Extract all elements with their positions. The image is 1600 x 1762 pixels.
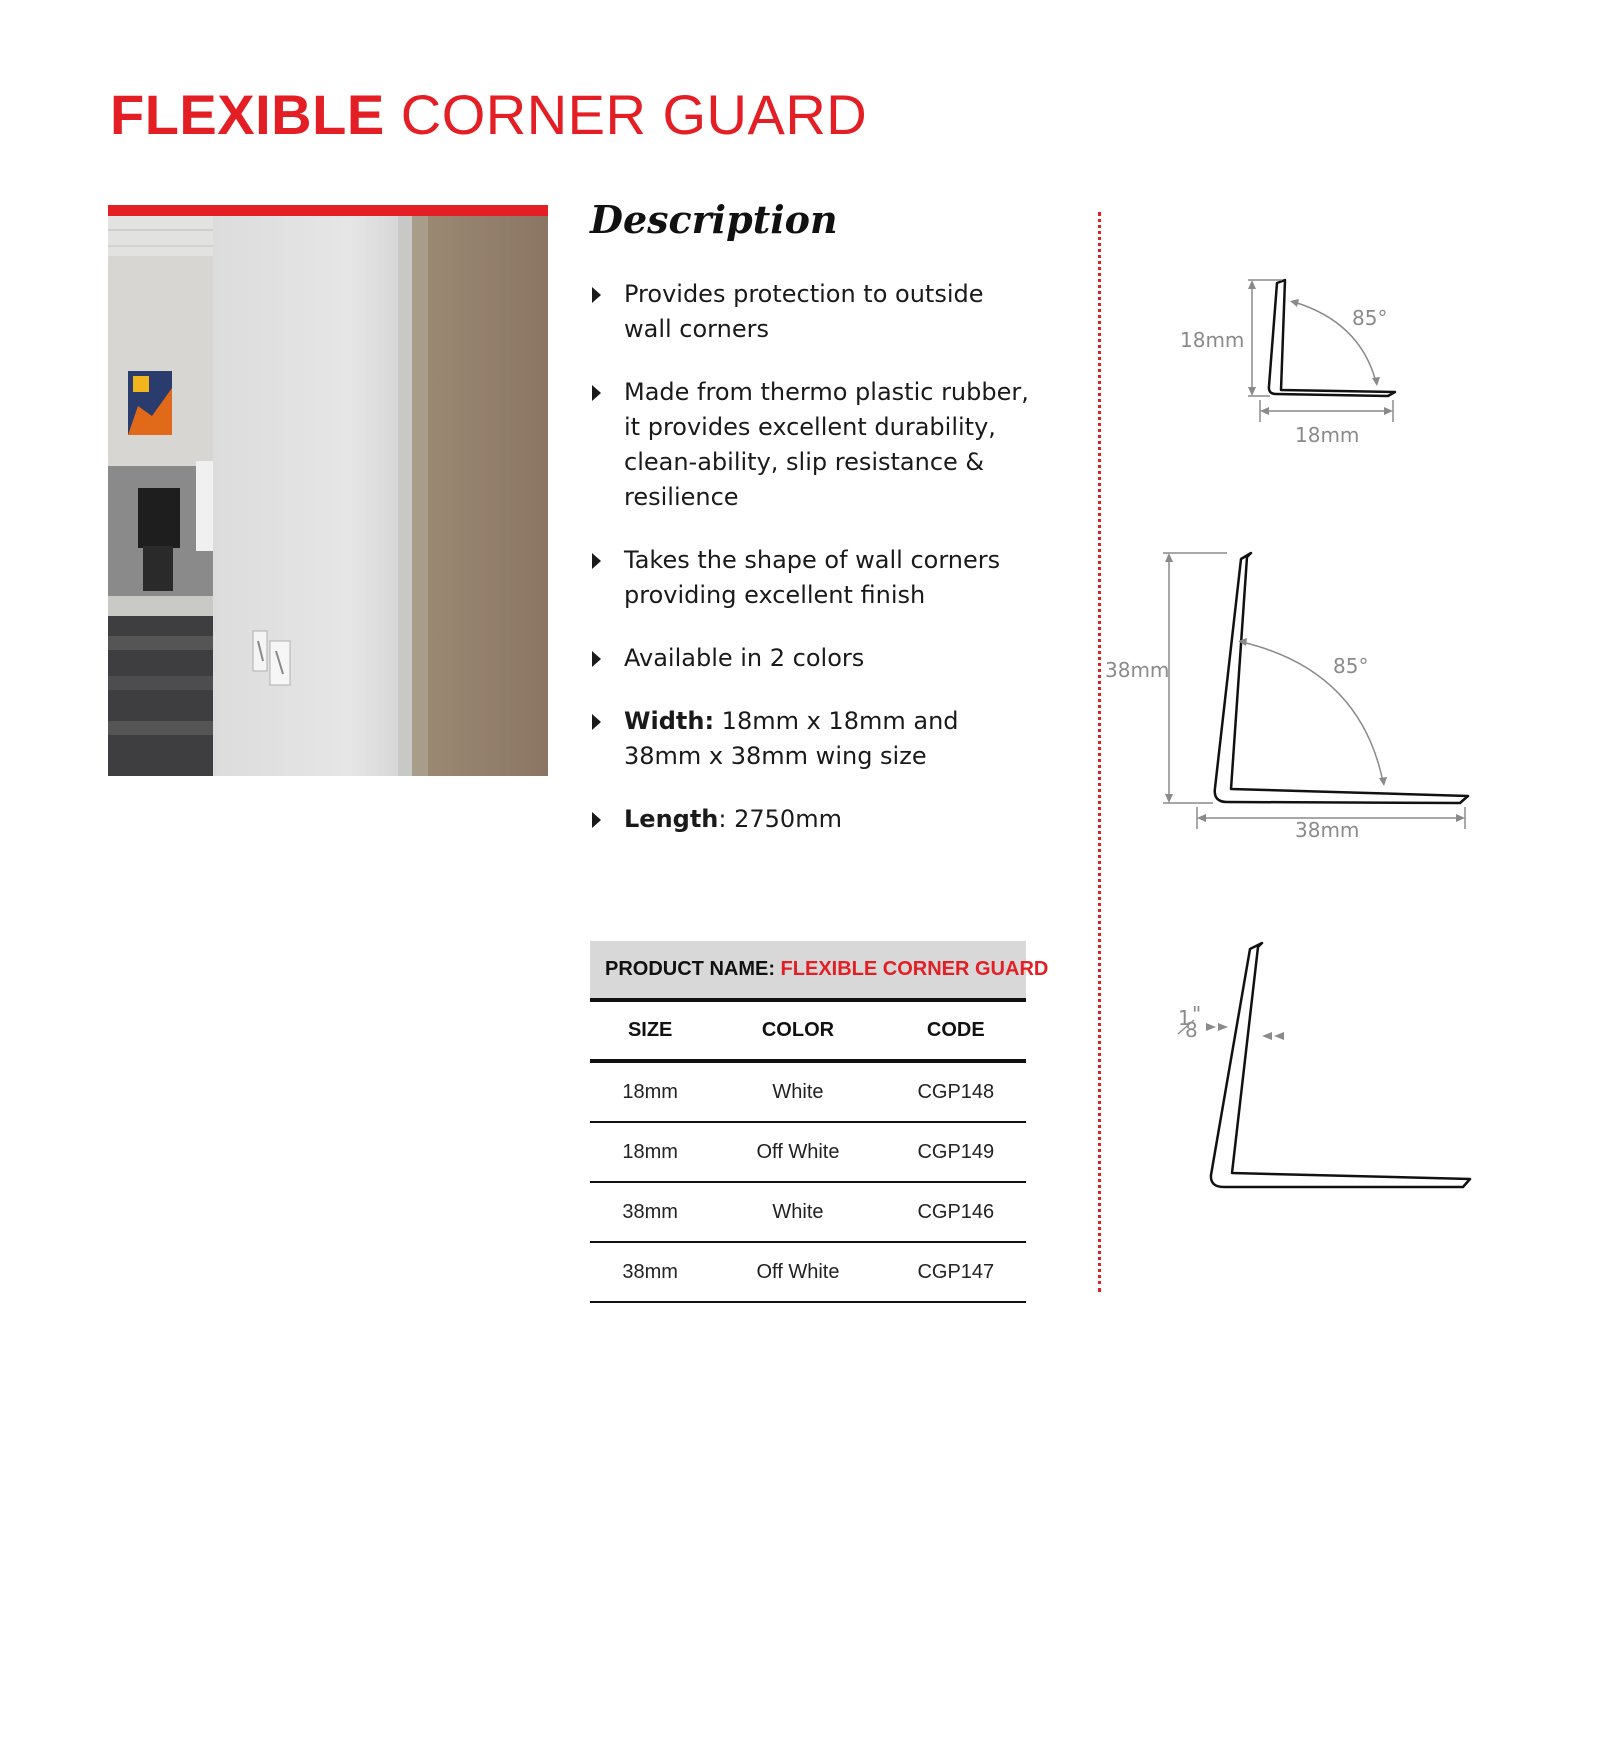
thickness-numerator: 1 bbox=[1178, 1006, 1191, 1030]
title-bold: FLEXIBLE bbox=[110, 83, 385, 146]
column-header-code: CODE bbox=[886, 1002, 1026, 1061]
small-height-label: 18mm bbox=[1180, 328, 1245, 352]
list-item: Takes the shape of wall corners providing excellent finish bbox=[590, 543, 1030, 613]
bullet-triangle-icon bbox=[592, 714, 601, 730]
column-header-size: SIZE bbox=[590, 1002, 710, 1061]
cell-color: White bbox=[710, 1061, 885, 1122]
cell-size: 38mm bbox=[590, 1182, 710, 1242]
large-height-label: 38mm bbox=[1105, 658, 1170, 682]
list-item: Available in 2 colors bbox=[590, 641, 1030, 676]
large-angle-label: 85° bbox=[1333, 654, 1369, 678]
cell-code: CGP147 bbox=[886, 1242, 1026, 1302]
product-name-header: PRODUCT NAME: FLEXIBLE CORNER GUARD bbox=[590, 941, 1026, 1002]
table-row bbox=[590, 1061, 1026, 1122]
profile-diagram-thickness bbox=[1170, 935, 1480, 1195]
bullet-triangle-icon bbox=[592, 812, 601, 828]
large-width-label: 38mm bbox=[1295, 818, 1360, 842]
cell-size: 18mm bbox=[590, 1061, 710, 1122]
bullet-triangle-icon bbox=[592, 385, 601, 401]
description-list bbox=[590, 277, 1030, 865]
title-regular: CORNER GUARD bbox=[400, 83, 868, 146]
cell-color: Off White bbox=[710, 1122, 885, 1182]
thickness-denominator: 8 bbox=[1185, 1018, 1198, 1042]
cell-size: 18mm bbox=[590, 1122, 710, 1182]
table-header-row bbox=[590, 1002, 1026, 1061]
cell-code: CGP148 bbox=[886, 1061, 1026, 1122]
profile-diagram-38mm bbox=[1105, 545, 1475, 845]
small-width-label: 18mm bbox=[1295, 423, 1360, 447]
bullet-triangle-icon bbox=[592, 287, 601, 303]
cell-code: CGP146 bbox=[886, 1182, 1026, 1242]
list-item: Width: 18mm x 18mm and 38mm x 38mm wing size bbox=[590, 704, 1030, 774]
cell-size: 38mm bbox=[590, 1242, 710, 1302]
list-item: Length: 2750mm bbox=[590, 802, 1030, 837]
small-angle-label: 85° bbox=[1352, 306, 1388, 330]
table-row bbox=[590, 1122, 1026, 1182]
list-item: Made from thermo plastic rubber, it provides excellent durability, clean-ability, slip resistance & resilience bbox=[590, 375, 1030, 515]
bullet-triangle-icon bbox=[592, 553, 601, 569]
cell-code: CGP149 bbox=[886, 1122, 1026, 1182]
product-photo bbox=[108, 205, 548, 776]
product-table bbox=[590, 941, 1049, 1303]
profile-diagram-18mm bbox=[1170, 270, 1400, 450]
description-heading: Description bbox=[590, 197, 838, 242]
table-row bbox=[590, 1242, 1026, 1302]
table-row bbox=[590, 1182, 1026, 1242]
cell-color: Off White bbox=[710, 1242, 885, 1302]
page-title bbox=[110, 80, 867, 150]
cell-color: White bbox=[710, 1182, 885, 1242]
thickness-unit: " bbox=[1192, 1002, 1202, 1026]
bullet-triangle-icon bbox=[592, 651, 601, 667]
dotted-divider bbox=[1098, 212, 1101, 1292]
column-header-color: COLOR bbox=[710, 1002, 885, 1061]
list-item: Provides protection to outside wall corners bbox=[590, 277, 1030, 347]
